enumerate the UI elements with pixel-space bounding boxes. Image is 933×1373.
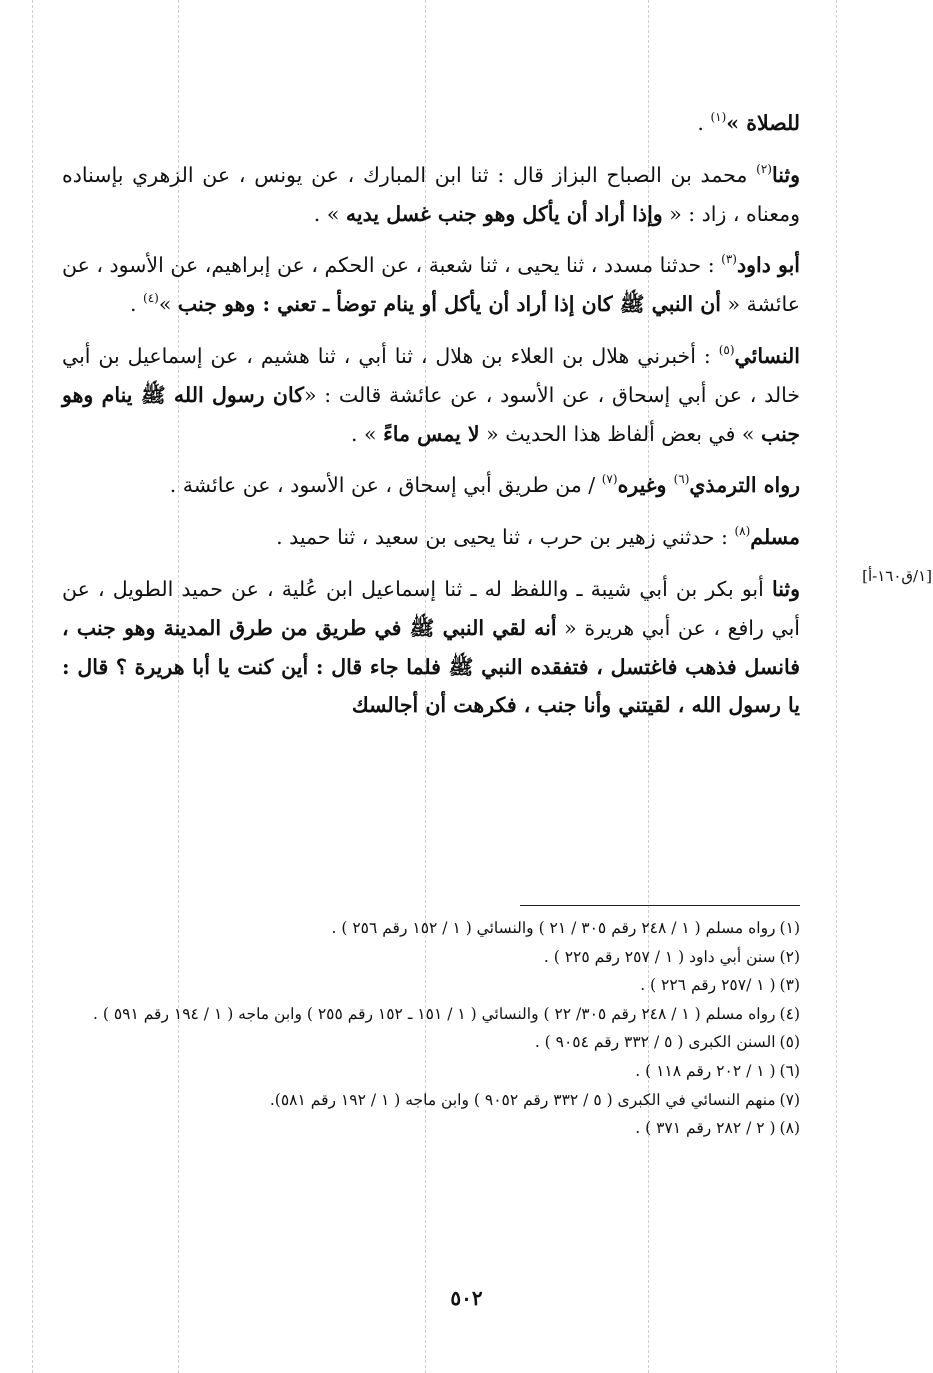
text-run: : حدثنا مسدد ، ثنا يحيى ، ثنا شعبة ، عن الحكم ، عن إبراهيم، عن الأسود ، عن عائشة « [62, 253, 800, 317]
footnote-ref[interactable]: (٥) [718, 342, 735, 357]
footnote-number: (١) [779, 919, 800, 937]
bold-text-run: النسائي [734, 343, 800, 368]
footnote [62, 943, 800, 972]
footnote-number: (٨) [779, 1119, 800, 1138]
text-run: / من طريق أبي إسحاق ، عن الأسود ، عن عائشة . [169, 473, 602, 498]
bold-text-run: وثنا [771, 576, 800, 601]
bold-text-run: كان رسول الله ﷺ ينام وهو جنب [62, 382, 800, 446]
bold-text-run: وغيره [617, 473, 674, 498]
text-run: : أخبرني هلال بن العلاء بن هلال ، ثنا أبي ، ثنا هشيم ، عن إسماعيل بن أبي خالد ، عن أبي إسحاق ، عن الأسود ، عن عائشة قالت : « [62, 343, 801, 407]
footnote [62, 1000, 800, 1029]
footnote-text: منهم النسائي في الكبرى ( ٥ / ٣٣٢ رقم ٩٠٥٢ ) وابن ماجه ( ١ / ١٩٢ رقم ٥٨١). [269, 1090, 776, 1109]
bold-text-run: أنه لقي النبي ﷺ في طريق من طرق المدينة وهو جنب ، فانسل فذهب فاغتسل ، فتفقده النبي ﷺ فلما جاء قال : أين كنت يا أبا هريرة ؟ قال : يا رسول الله ، لقيتني وأنا جنب ، فكرهت أن أجالسك [62, 615, 800, 718]
paragraph [62, 104, 800, 143]
text-run: : حدثني زهير بن حرب ، ثنا يحيى بن سعيد ، ثنا حميد . [276, 525, 735, 550]
paragraph [62, 337, 800, 453]
bold-text-run: لا يمس ماءً [383, 421, 480, 446]
text-run: » . [313, 201, 346, 226]
bold-text-run: رواه الترمذي [689, 473, 800, 498]
text-run: » [158, 292, 178, 317]
text-run: » . [351, 421, 384, 446]
footnote-text: ( ١ /٢٥٧ رقم ٢٢٦ ) . [640, 976, 776, 995]
paragraph [62, 570, 800, 725]
footnote-text: ( ٢ / ٢٨٢ رقم ٣٧١ ) . [635, 1119, 776, 1138]
text-run: . [129, 292, 143, 317]
footnote [62, 1057, 800, 1086]
paragraph [62, 518, 800, 557]
footnotes [62, 914, 800, 1143]
footnote-ref[interactable]: (٣) [721, 252, 737, 267]
footnote-ref[interactable]: (٧) [601, 472, 618, 487]
footnote-ref[interactable]: (١) [710, 110, 727, 124]
footnote-text: رواه مسلم ( ١ / ٢٤٨ رقم ٣٠٥/ ٢٢ ) والنسائي ( ١ / ١٥١ ـ ١٥٢ رقم ٢٥٥ ) وابن ماجه ( ١ / ١٩٤ رقم ٥٩١ ) . [93, 1004, 776, 1023]
paragraph [62, 246, 800, 324]
manuscript-folio-note: [١/ق١٦٠-أ] [862, 567, 932, 585]
scan-guide-line [32, 0, 33, 1373]
footnote-number: (٦) [779, 1061, 800, 1080]
footnote-ref[interactable]: (٨) [734, 524, 751, 539]
text-run: » في بعض ألفاظ هذا الحديث « [479, 421, 761, 446]
footnote-number: (٢) [779, 947, 800, 966]
scan-guide-line [836, 0, 837, 1373]
footnote [62, 1086, 800, 1115]
footnote-number: (٤) [779, 1004, 800, 1023]
footnote-text: سنن أبي داود ( ١ / ٢٥٧ رقم ٢٢٥ ) . [543, 947, 776, 966]
page-number: ٥٠٢ [450, 1286, 483, 1310]
paragraph [62, 156, 800, 234]
footnote [62, 1028, 800, 1057]
footnote-text: ( ١ / ٢٠٢ رقم ١١٨ ) . [635, 1061, 776, 1080]
footnote-number: (٥) [779, 1033, 800, 1052]
text-run: محمد بن الصباح البزاز قال : ثنا ابن المبارك ، عن يونس ، عن الزهري بإسناده ومعناه ، زاد : « [62, 162, 800, 226]
main-text [62, 104, 800, 731]
bold-text-run: أبو داود [736, 253, 800, 278]
bold-text-run: وثنا [771, 162, 800, 187]
footnote-ref[interactable]: (٤) [143, 291, 159, 306]
text-run: . [697, 111, 711, 135]
footnote-number: (٧) [779, 1090, 800, 1109]
footnote-number: (٣) [779, 976, 800, 995]
paragraph [62, 466, 800, 505]
text-run: أبو بكر بن أبي شيبة ـ واللفظ له ـ ثنا إسماعيل ابن عُلية ، عن حميد الطويل ، عن أبي رافع ، عن أبي هريرة « [62, 576, 800, 640]
bold-text-run: للصلاة » [726, 111, 800, 135]
footnote-text: رواه مسلم ( ١ / ٢٤٨ رقم ٣٠٥ / ٢١ ) والنسائي ( ١ / ١٥٢ رقم ٢٥٦ ) . [331, 919, 776, 937]
footnote-text: السنن الكبرى ( ٥ / ٣٣٢ رقم ٩٠٥٤ ) . [534, 1033, 776, 1052]
bold-text-run: مسلم [750, 525, 800, 550]
footnote-separator [520, 905, 800, 906]
bold-text-run: أن النبي ﷺ كان إذا أراد أن يأكل أو ينام توضأ ـ تعني : وهو جنب [177, 292, 721, 317]
footnote [62, 971, 800, 1000]
footnote [62, 1114, 800, 1143]
bold-text-run: وإذا أراد أن يأكل وهو جنب غسل يديه [345, 201, 663, 226]
footnote [62, 914, 800, 943]
footnote-ref[interactable]: (٦) [673, 472, 690, 487]
footnote-ref[interactable]: (٢) [756, 161, 772, 176]
